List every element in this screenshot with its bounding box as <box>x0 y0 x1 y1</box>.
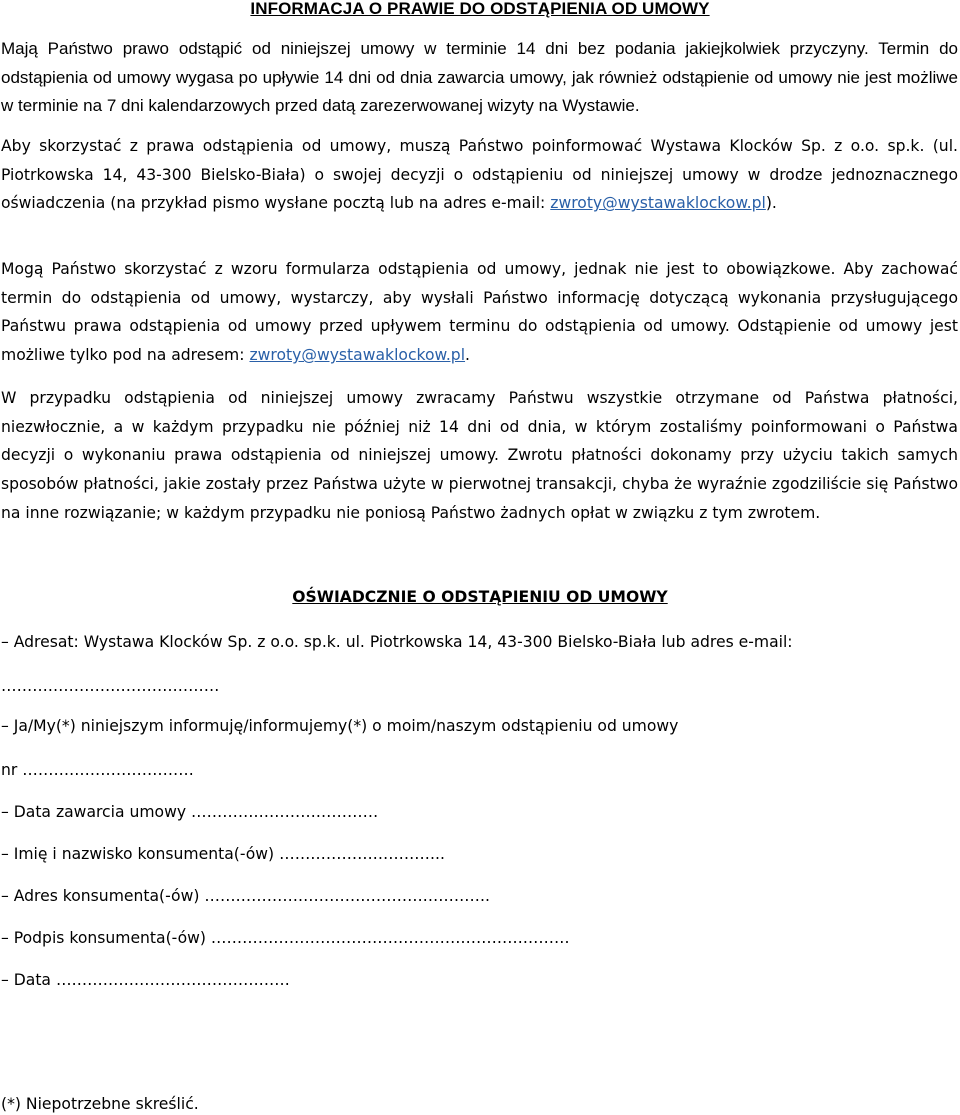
paragraph-text: Mogą Państwo skorzystać z wzoru formularza odstąpienia od umowy, jednak nie jest to obowiązkowe. Aby zachować termin do odstąpienia od umowy, wystarczy, aby wysłali Państwo informację dotyczącą wykonania przysługującego Państwu prawa odstąpienia od umowy przed upływem terminu do odstąpienia od umowy. Odstąpienie od umowy jest możliwe tylko pod na adresem: <box>1 260 958 365</box>
form-line-declaration: – Ja/My(*) niniejszym informuję/informujemy(*) o moim/naszym odstąpieniu od umowy <box>1 717 679 735</box>
form-line-email-blank: …………………………………… <box>1 677 220 695</box>
form-line-contract-date: – Data zawarcia umowy ……………………………… <box>1 803 379 821</box>
paragraph-text: . <box>465 346 471 365</box>
paragraph-how-to-withdraw <box>1 132 958 218</box>
paragraph-withdrawal-right: Mają Państwo prawo odstąpić od niniejszej umowy w terminie 14 dni bez podania jakiejkolwiek przyczyny. Termin do odstąpienia od umowy wygasa po upływie 14 dni od dnia zawarcia umowy, jak również odstąpienie od umowy nie jest możliwe w terminie na 7 dni kalendarzowych przed datą zarezerwowanej wizyty na Wystawie. <box>1 39 958 115</box>
paragraph-text: Aby skorzystać z prawa odstąpienia od umowy, muszą Państwo poinformować Wystawa Klocków Sp. z o.o. sp.k. (ul. Piotrkowska 14, 43-300 Bielsko-Biała) o swojej decyzji o odstąpieniu od niniejszej umowy w drodze jednoznacznego oświadczenia (na przykład pismo wysłane pocztą lub na adres e-mail: <box>1 137 958 213</box>
form-line-consumer-name: – Imię i nazwisko konsumenta(-ów) ………………………….. <box>1 845 445 863</box>
form-line-consumer-signature: – Podpis konsumenta(-ów) …………………………………………………………… <box>1 929 570 947</box>
footnote: (*) Niepotrzebne skreślić. <box>1 1095 199 1113</box>
page-title: INFORMACJA O PRAWIE DO ODSTĄPIENIA OD UMOWY <box>250 0 710 18</box>
email-link[interactable]: zwroty@wystawaklockow.pl <box>550 194 766 213</box>
paragraph-text: ). <box>765 194 777 213</box>
email-link[interactable]: zwroty@wystawaklockow.pl <box>249 346 466 365</box>
paragraph-form-info <box>1 255 958 370</box>
form-line-addressee: – Adresat: Wystawa Klocków Sp. z o.o. sp.k. ul. Piotrkowska 14, 43-300 Bielsko-Biała lub adres e-mail: <box>1 633 793 651</box>
form-line-consumer-address: – Adres konsumenta(-ów) ………………………………………………. <box>1 887 491 905</box>
form-heading: OŚWIADCZNIE O ODSTĄPIENIU OD UMOWY <box>292 588 668 606</box>
paragraph-refund-info: W przypadku odstąpienia od niniejszej umowy zwracamy Państwu wszystkie otrzymane od Państwa płatności, niezwłocznie, a w każdym przypadku nie później niż 14 dni od dnia, w którym zostaliśmy poinformowani o Państwa decyzji o wykonaniu prawa odstąpienia od niniejszej umowy. Zwrotu płatności dokonamy przy użyciu takich samych sposobów płatności, jakie zostały przez Państwa użyte w pierwotnej transakcji, chyba że wyraźnie zgodziliście się Państwo na inne rozwiązanie; w każdym przypadku nie poniosą Państwo żadnych opłat w związku z tym zwrotem. <box>1 389 958 522</box>
form-line-date: – Data ……………………………………… <box>1 971 290 989</box>
form-line-contract-number: nr …………………………… <box>1 761 194 779</box>
